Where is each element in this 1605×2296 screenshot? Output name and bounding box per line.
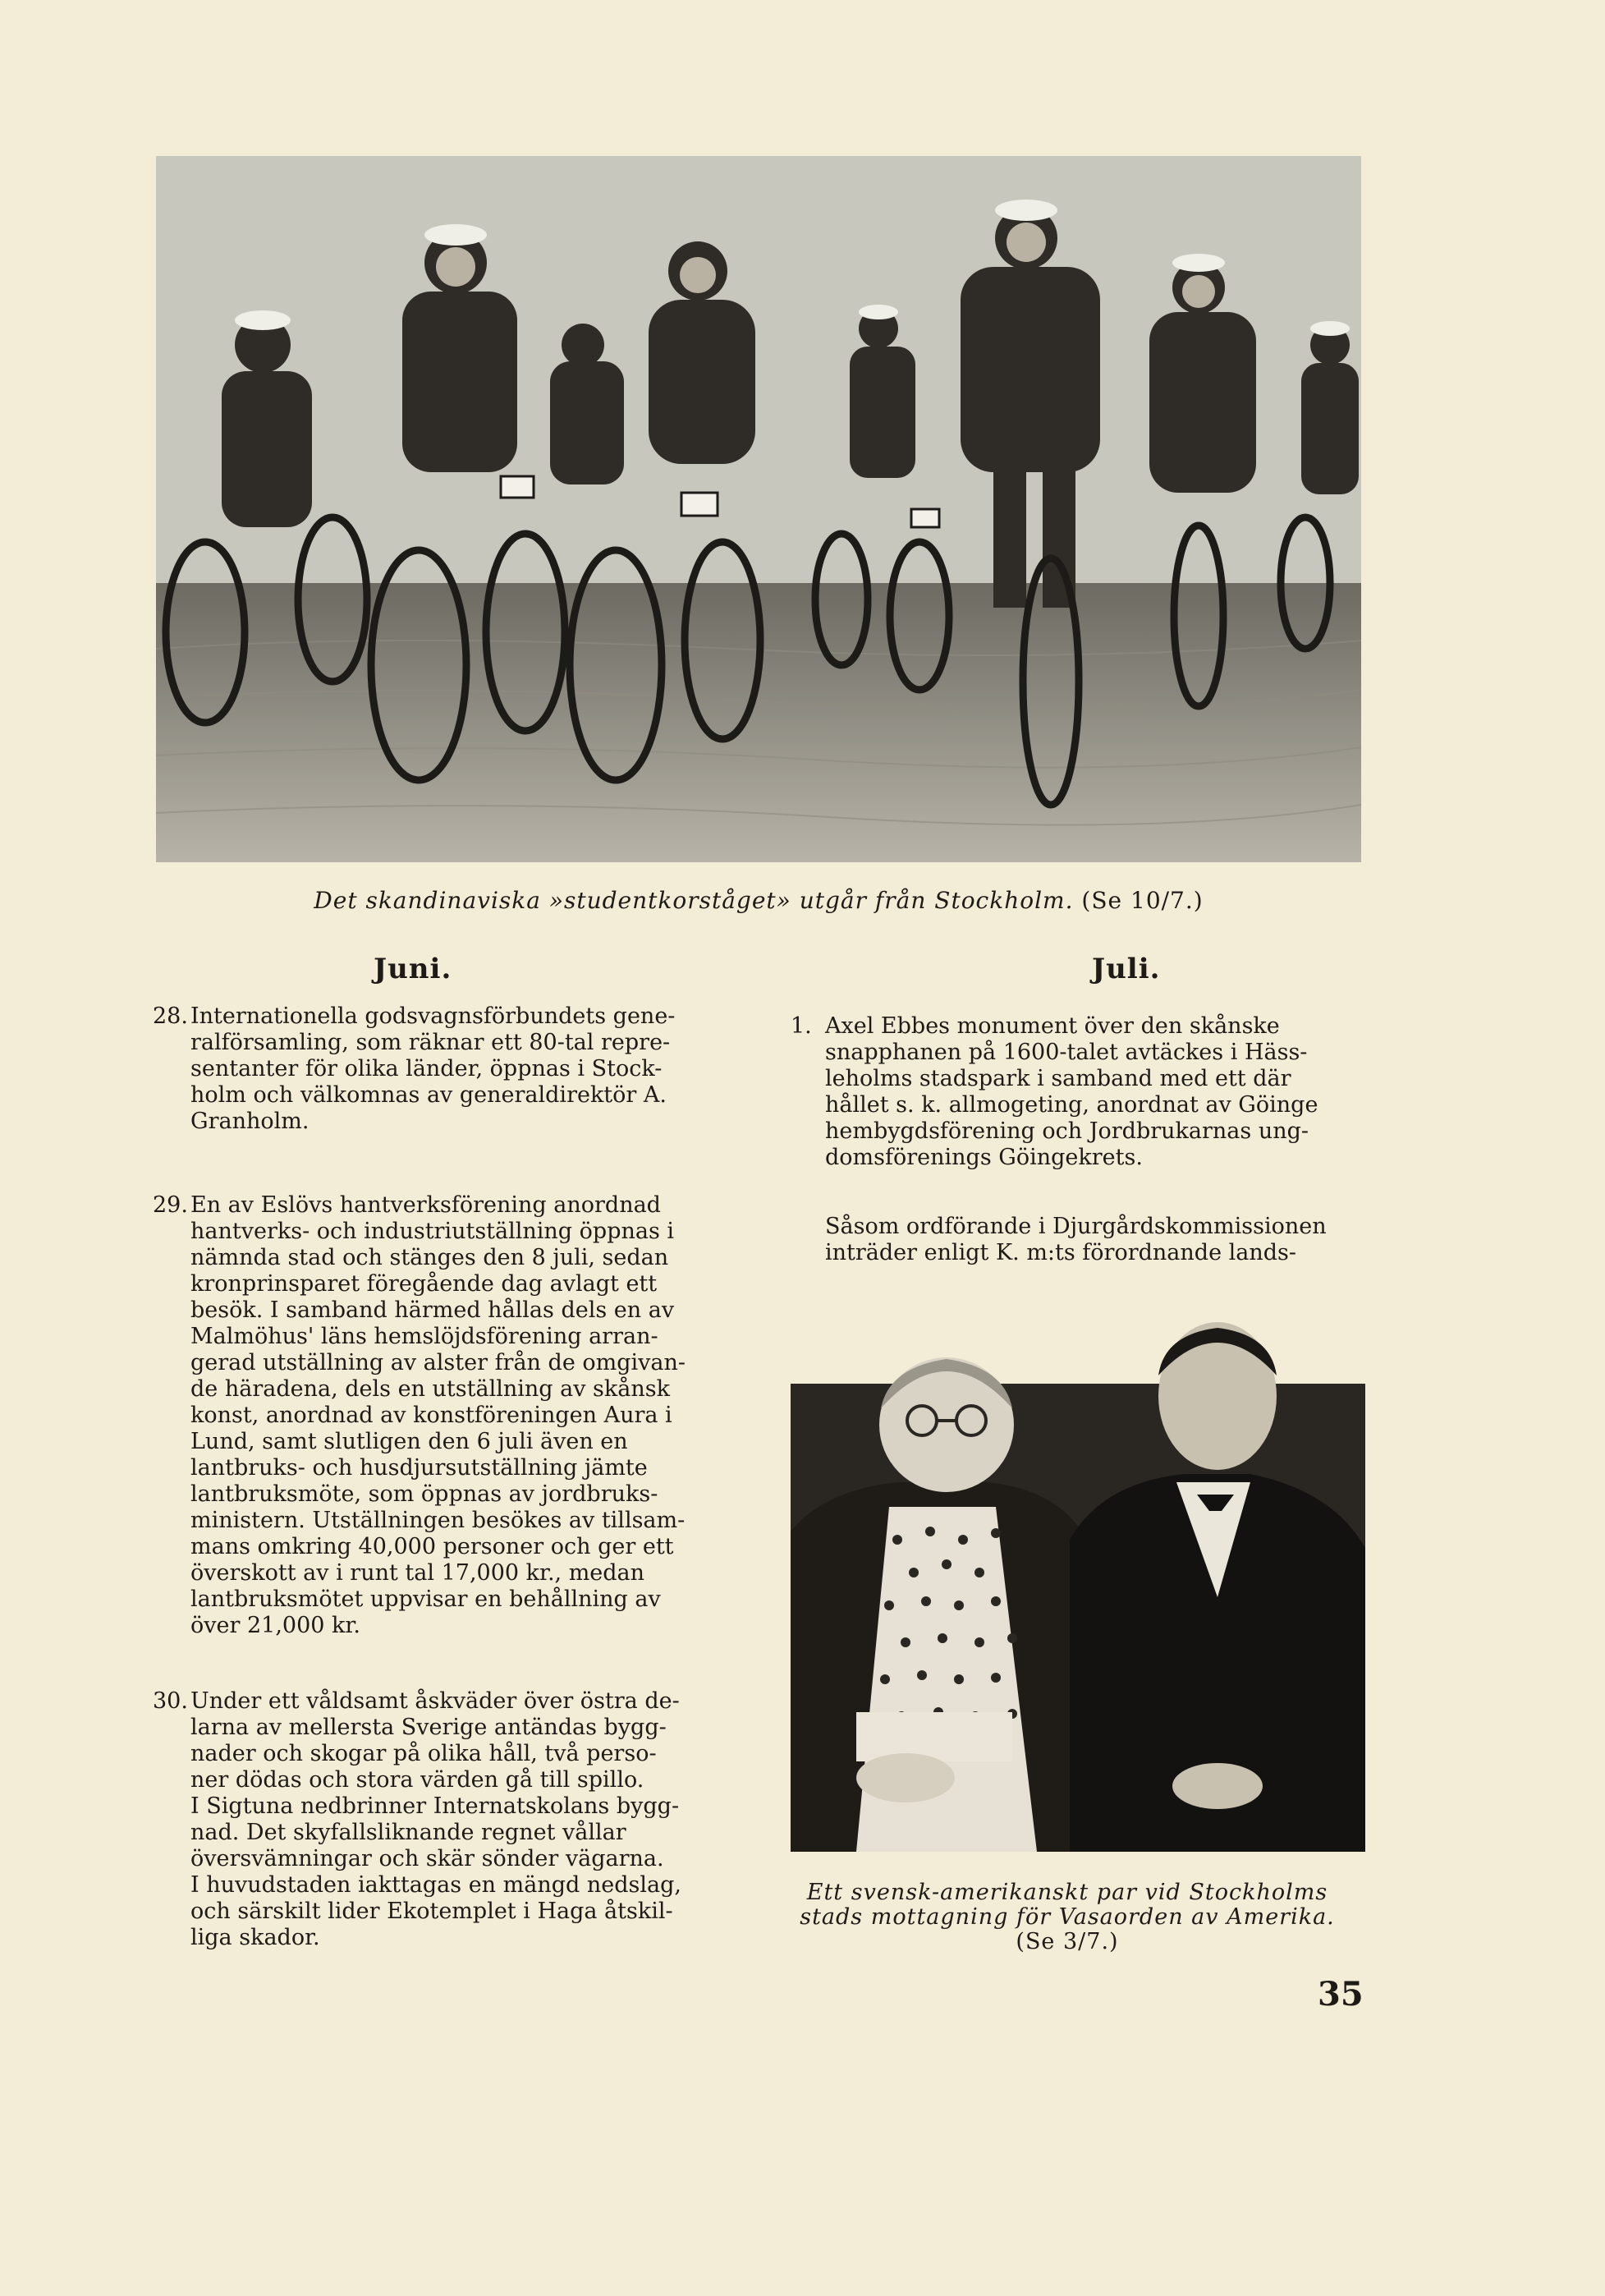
cyclists-photo — [156, 156, 1361, 862]
entry-line: över 21,000 kr. — [190, 1613, 360, 1638]
entry-line: I Sigtuna nedbrinner Internatskolans bygg- — [190, 1793, 680, 1819]
entry-number: 29. — [153, 1192, 188, 1218]
couple-portrait-photo — [791, 1318, 1365, 1852]
entry-line: och särskilt lider Ekotemplet i Haga åtskil- — [190, 1899, 673, 1924]
entry-line: I huvudstaden iakttagas en mängd nedslag, — [190, 1872, 681, 1898]
entry-line: lantbruksmöte, som öppnas av jordbruks- — [190, 1481, 658, 1507]
entry-number: 28. — [153, 1003, 188, 1029]
entry-line: sentanter för olika länder, öppnas i Stock- — [190, 1056, 663, 1081]
portrait-caption-ref: (Se 3/7.) — [1016, 1929, 1119, 1954]
juni-entry-30 — [153, 1688, 724, 1951]
entry-line: Under ett våldsamt åskväder över östra de- — [190, 1688, 680, 1714]
entry-line: de häradena, dels en utställning av skånsk — [190, 1376, 670, 1402]
entry-line: ner dödas och stora värden gå till spillo. — [190, 1767, 644, 1793]
portrait-photo-caption — [772, 1880, 1363, 1954]
heading-juli: Juli. — [1092, 953, 1161, 985]
page-number: 35 — [1318, 1975, 1364, 2014]
entry-line: hantverks- och industriutställning öppnas i — [190, 1219, 675, 1244]
portrait-caption-line-2: stads mottagning för Vasaorden av Amerika. — [800, 1904, 1335, 1930]
entry-line: snapphanen på 1600-talet avtäckes i Häss- — [825, 1040, 1308, 1065]
entry-line: överskott av i runt tal 17,000 kr., medan — [190, 1560, 645, 1586]
top-photo-caption-text: Det skandinaviska »studentkorståget» utgår från Stockholm. — [314, 887, 1074, 914]
entry-line: nad. Det skyfallsliknande regnet vållar — [190, 1820, 626, 1845]
heading-juni: Juni. — [374, 953, 452, 985]
juli-continuation — [825, 1214, 1363, 1266]
entry-line: kronprinsparet föregående dag avlagt ett — [190, 1271, 658, 1297]
entry-line: holm och välkomnas av generaldirektör A. — [190, 1082, 667, 1108]
entry-line: leholms stadspark i samband med ett där — [825, 1066, 1291, 1091]
portrait-caption-line-1: Ett svensk-amerikanskt par vid Stockholms — [806, 1880, 1328, 1905]
entry-line: Såsom ordförande i Djurgårdskommissionen — [825, 1214, 1327, 1239]
entry-line: liga skador. — [190, 1925, 320, 1950]
cyclists-illustration — [156, 156, 1361, 862]
entry-line: lantbruksmötet uppvisar en behållning av — [190, 1587, 661, 1612]
entry-line: översvämningar och skär sönder vägarna. — [190, 1846, 664, 1871]
top-photo-caption — [156, 887, 1361, 914]
entry-line: Axel Ebbes monument över den skånske — [825, 1013, 1280, 1039]
entry-line: nader och skogar på olika håll, två perso- — [190, 1741, 657, 1766]
entry-line: hållet s. k. allmogeting, anordnat av Göinge — [825, 1092, 1318, 1118]
couple-illustration — [791, 1318, 1365, 1852]
entry-line: konst, anordnad av konstföreningen Aura i — [190, 1403, 672, 1428]
entry-line: ralförsamling, som räknar ett 80-tal repre- — [190, 1030, 671, 1055]
entry-line: inträder enligt K. m:ts förordnande lands- — [825, 1240, 1297, 1265]
juni-entry-29 — [153, 1192, 757, 1639]
entry-line: Internationella godsvagnsförbundets gene- — [190, 1003, 676, 1029]
entry-line: nämnda stad och stänges den 8 juli, sedan — [190, 1245, 669, 1270]
entry-line: hembygdsförening och Jordbrukarnas ung- — [825, 1118, 1309, 1144]
entry-line: domsförenings Göingekrets. — [825, 1145, 1143, 1170]
juli-entry-1 — [791, 1013, 1363, 1171]
entry-line: mans omkring 40,000 personer och ger ett — [190, 1534, 674, 1559]
entry-line: Lund, samt slutligen den 6 juli även en — [190, 1429, 628, 1454]
entry-line: ministern. Utställningen besökes av tillsam- — [190, 1508, 686, 1533]
entry-line: lantbruks- och husdjursutställning jämte — [190, 1455, 648, 1481]
entry-line: En av Eslövs hantverksförening anordnad — [190, 1192, 661, 1218]
top-photo-caption-ref: (Se 10/7.) — [1081, 887, 1204, 914]
entry-line: gerad utställning av alster från de omgivan- — [190, 1350, 686, 1375]
entry-number: 1. — [791, 1013, 812, 1039]
entry-line: larna av mellersta Sverige antändas bygg- — [190, 1715, 667, 1740]
entry-line: Granholm. — [190, 1109, 310, 1134]
entry-line: Malmöhus' läns hemslöjdsförening arran- — [190, 1324, 658, 1349]
entry-number: 30. — [153, 1688, 188, 1714]
entry-line: besök. I samband härmed hållas dels en av — [190, 1297, 675, 1323]
juni-entry-28 — [153, 1003, 757, 1135]
